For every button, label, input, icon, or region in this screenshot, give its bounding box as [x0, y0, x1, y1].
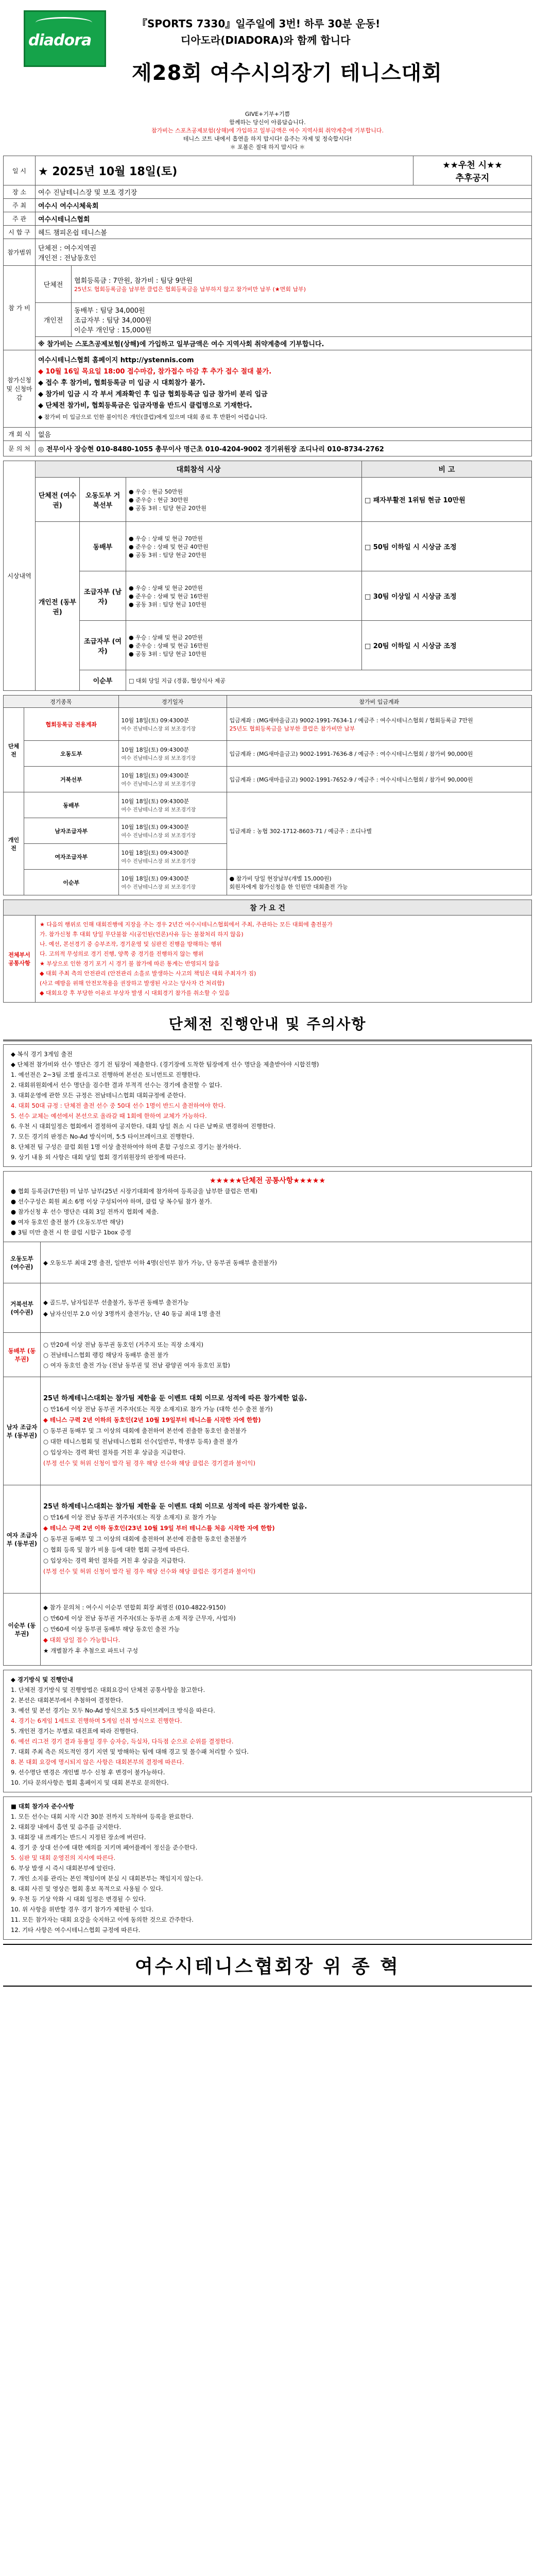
requirement-line: ◆ 대회 주최 측의 안전관리 (안전관리 소흘로 발생하는 사고의 책임은 대회 주최자가 짐)	[40, 970, 256, 977]
date-label: 일 시	[4, 156, 36, 185]
header	[3, 0, 532, 108]
general-line: 2. 본선은 대회본부에서 추첨하여 결정한다.	[11, 1697, 124, 1704]
venue-value: 여수 진남테니스장 및 보조 경기장	[36, 185, 532, 199]
general-line: 9. 선수명단 변경은 개인별 부수 신청 후 변경이 불가능하다.	[11, 1769, 165, 1776]
venue-label: 장 소	[4, 185, 36, 199]
awards-header-cat: 대회참석 시상	[36, 461, 362, 478]
conduct-line: 8. 대회 사진 및 영상은 협회 홍보 목적으로 사용될 수 있다.	[11, 1885, 163, 1892]
conduct-line: 10. 위 사항을 위반할 경우 경기 참가가 제한될 수 있다.	[11, 1906, 154, 1913]
awards-prizes	[126, 522, 362, 571]
general-line: 10. 기타 문의사항은 협회 홈페이지 및 대회 본부로 문의한다.	[11, 1779, 169, 1786]
conduct-line: 2. 대회장 내에서 흡연 및 음주를 금지한다.	[11, 1823, 122, 1831]
procedure-line: 6. 우천 시 대회일정은 협회에서 결정하여 공지한다. 대회 당일 취소 시 다른 날짜로 변경하여 진행한다.	[11, 1123, 275, 1130]
division-line: ◆ 대회 당일 접수 가능합니다.	[43, 1636, 120, 1643]
schedule-date-cell	[118, 708, 227, 741]
tagline-2: 디아도라(DIADORA)와 함께 합니다	[181, 34, 351, 46]
division-label: 오동도부 (여수권)	[4, 1242, 41, 1283]
division-lines	[41, 1377, 532, 1485]
schedule-account2: 회원자에게 참가신청을 한 인원만 대회출전 가능	[229, 883, 348, 890]
awards-team-prizes	[126, 478, 362, 522]
general-line: 3. 예선 및 본선 경기는 모두 No-Ad 방식으로 5:5 타이브레이크 방식을 따른다.	[11, 1707, 215, 1714]
diadora-logo	[24, 10, 106, 75]
general-line: 4. 경기는 6게임 1세트로 진행하며 5게임 선취 방식으로 진행한다.	[11, 1717, 182, 1724]
host-label: 주 최	[4, 199, 36, 212]
fee-label: 참 가 비	[4, 266, 36, 350]
common-rules	[4, 1172, 532, 1242]
eligibility-label: 참가범위	[4, 239, 36, 266]
common-rule: ● 선수구성은 회원 최소 6명 이상 구성되어야 하며, 클럽 당 복수팀 참가 불가.	[11, 1198, 212, 1205]
division-label: 이순부 (동부권)	[4, 1594, 41, 1666]
schedule-date: 10월 18일(토) 09:4300분	[121, 798, 189, 805]
schedule-div: 이순부	[24, 870, 119, 895]
prize-line: ● 우승 : 현금 50만원	[129, 488, 183, 495]
prize-line: ● 공동 3위 : 팀당 현금 20만원	[129, 551, 206, 558]
general-line: 1. 단체전 경기방식 및 진행방법은 대회요강이 단체전 공통사항을 참고한다.	[11, 1686, 205, 1693]
tagline-1: 『SPORTS 7330』일주일에 3번! 하루 30분 운동!	[137, 18, 381, 30]
date-value: ★ 2025년 10월 18일(토)	[36, 156, 413, 185]
division-line: ★ 개별참가 후 추첨으로 파트너 구성	[43, 1647, 139, 1654]
requirement-line: ★ 다음의 행위로 인해 대회진행에 지장을 주는 경우 2년간 여수시테니스협회에서 주최, 주관하는 모든 대회에 출전불가	[40, 921, 333, 928]
fee-indiv-line: 동배부 : 팀당 34,000원	[74, 307, 145, 315]
rain-cell	[413, 156, 532, 185]
opening-value: 없음	[36, 428, 532, 441]
schedule-div: 거북선부	[24, 767, 119, 792]
info-table	[3, 156, 532, 456]
conduct-box	[3, 1797, 532, 1940]
requirements-lines	[36, 916, 532, 1003]
division-line: (부정 선수 및 허위 신청이 발각 될 경우 해당 선수와 해당 클럽은 경기결과 불이익)	[43, 1460, 255, 1467]
division-line: ○ 동부권 동배부 및 그 이상의 대회에 출전하여 본선에 진출한 동호인 출전불가	[43, 1427, 247, 1434]
schedule-date: 10월 18일(토) 09:4300분	[121, 875, 189, 882]
schedule-account: ● 참가비 당일 현장납부(개별 15,000원)	[229, 875, 332, 882]
division-label: 남자 조급자부 (동부권)	[4, 1377, 41, 1485]
division-line: ○ 입상자는 경력 확인 절차를 거친 후 상금을 지급한다.	[43, 1449, 186, 1456]
schedule-date: 10월 18일(토) 09:4300분	[121, 717, 189, 724]
division-line: ○ 전남테니스협회 랭킹 해당자 동배부 출전 불가	[43, 1351, 169, 1359]
prize-line: ● 준우승 : 상패 및 현금 16만원	[129, 642, 209, 649]
apply-line: ◆ 참가비 미 입금으로 인한 불이익은 개인(클럽)에게 있으며 대회 종료 후 반환이 어렵습니다.	[38, 413, 268, 420]
intro-line: 테니스 코트 내에서 흡연을 하지 맙시다! 음주는 자제 및 정숙합시다!	[183, 135, 352, 142]
prize-line: ● 준우승 : 상패 및 현금 16만원	[129, 592, 209, 600]
conduct-line: 12. 기타 사항은 여수시테니스협회 규정에 따른다.	[11, 1926, 141, 1934]
rain-sub: 추후공지	[455, 173, 490, 183]
schedule-div: 협회등록금 전용계좌	[24, 708, 119, 741]
apply-line: ◆ 10월 16일 목요일 18:00 접수마감, 참가접수 마감 후 추가 접수 절대 불가.	[38, 367, 272, 376]
schedule-date-cell	[118, 741, 227, 767]
fee-indiv-line: 이순부 개인당 : 15,000원	[74, 327, 152, 334]
requirement-line: (사고 예방을 위해 안전모착용을 권장하고 발생된 사고는 당사자 간 처리함)	[40, 980, 225, 987]
fee-team-note: 25년도 협회등록금을 납부한 클럽은 협회등록금을 납부하지 않고 참가비만 납부 (★면회 납부)	[74, 286, 306, 293]
eligibility-line: 단체전 : 여수지역권	[38, 244, 97, 252]
intro-text	[3, 110, 532, 151]
common-rule: ● 협회 등록금(7만원) 미 납부 납부(25년 시장기대회에 참가하여 등록금을 납부한 클럽은 면제)	[11, 1188, 257, 1195]
contact-value: ◎ 전무이사 장승현 010-8480-1055 총무이사 명근초 010-4204-9002 경기위원장 조디나리 010-8734-2762	[36, 441, 532, 456]
division-line: ◆ 테니스 구력 2년 이하의 동호인(2년 10월 19일부터 테니스를 시작한 자에 한함)	[43, 1416, 261, 1423]
schedule-date: 10월 18일(토) 09:4300분	[121, 824, 189, 831]
footer-org: 여수시테니스협회장 위 종 혁	[3, 1944, 532, 1987]
conduct-line: 3. 대회장 내 쓰레기는 반드시 지정된 장소에 버린다.	[11, 1834, 146, 1841]
division-label: 여자 조급자부 (동부권)	[4, 1485, 41, 1594]
schedule-table	[3, 695, 532, 895]
requirements-table	[3, 900, 532, 1003]
conduct-line: 6. 부상 발생 시 즉시 대회본부에 알린다.	[11, 1865, 116, 1872]
apply-line: ◆ 접수 후 참가비, 협회등록금 미 입금 시 대회참가 불가.	[38, 379, 205, 387]
sponsor-value: 헤드 챔피온쉽 테니스볼	[36, 226, 532, 239]
schedule-header: 경기종목	[4, 696, 119, 708]
opening-label: 개 회 식	[4, 428, 36, 441]
division-label: 거북선부 (여수권)	[4, 1283, 41, 1333]
apply-site: 여수시테니스협회 홈페이지 http://ystennis.com	[38, 356, 194, 364]
apply-line: ◆ 단체전 참가비, 협회등록금은 입금자명을 반드시 클럽명으로 기재한다.	[38, 401, 252, 410]
conduct-line: 4. 경기 중 상대 선수에 대한 예의를 지키며 페어플레이 정신을 준수한다.	[11, 1844, 198, 1851]
awards-indiv-label: 개인전 (동부권)	[36, 522, 80, 691]
fee-indiv-label: 개인전	[36, 303, 72, 337]
division-line: ◆ 오동도부 최대 2명 출전, 일반부 이하 4명(신인부 참가 가능, 단 동부권 동배부 출전불가)	[41, 1242, 532, 1283]
schedule-date-cell	[118, 844, 227, 870]
procedure-title: 단체전 진행안내 및 주의사항	[3, 1007, 532, 1041]
division-line: ○ 협회 등록 및 참가 비용 등에 대한 협회 규정에 따른다.	[43, 1546, 189, 1553]
procedure-line: 1. 예선전은 2~3팀 조별 풀리그로 진행하며 본선은 토너먼트로 진행한다.	[11, 1071, 201, 1078]
awards-div: 조급자부 (여자)	[80, 621, 126, 670]
general-line: 6. 예선 리그전 경기 결과 동률일 경우 승자승, 득실차, 다득점 순으로 순위를 결정한다.	[11, 1738, 234, 1745]
awards-team-note: □ 패자부활전 1위팀 현금 10만원	[362, 478, 532, 522]
division-line: ○ 여자 동호인 출전 가능 (전남 동부권 및 전남 광양권 여자 동호인 포함)	[43, 1361, 230, 1369]
division-lines	[41, 1283, 532, 1333]
schedule-account: 입금계좌 : (MG새마을금고) 9002-1991-7652-9 / 예금주 : 여수시테니스협회 / 참가비 90,000원	[227, 767, 531, 792]
conduct-line: 1. 모든 선수는 대회 시작 시간 30분 전까지 도착하여 등록을 완료한다.	[11, 1813, 194, 1820]
procedure-line: 4. 대회 50대 규정 : 단체전 출전 선수 중 50대 선수 1명이 반드시 출전하여야 한다.	[11, 1102, 226, 1109]
division-lines	[41, 1485, 532, 1594]
divisions-table	[3, 1171, 532, 1666]
prize-line: ● 우승 : 상패 및 현금 70만원	[129, 535, 203, 542]
schedule-sub: 여수 진남테니스장 외 보조경기장	[121, 833, 196, 839]
division-line: ◆ 골드부, 남자입문부 선출불가, 동부권 동배부 출전가능	[43, 1298, 189, 1306]
awards-note: □ 50팀 이하일 시 시상금 조정	[362, 522, 532, 571]
logo-mark	[24, 10, 106, 67]
rain-note: ★★우천 시★★	[442, 160, 503, 171]
awards-ee-div: 이순부	[80, 670, 126, 691]
schedule-sub: 여수 진남테니스장 외 보조경기장	[121, 726, 196, 732]
prize-line: ● 공동 3위 : 팀당 현금 10만원	[129, 601, 206, 608]
division-line: ○ 입상자는 경력 확인 절차를 거친 후 상금을 지급한다.	[43, 1557, 186, 1564]
division-line: ○ 만60세 이상 동부권 동배부 해당 동호인 출전 가능	[43, 1625, 180, 1633]
fee-team-label: 단체전	[36, 266, 72, 303]
conduct-title: ■ 대회 참가자 준수사항	[11, 1803, 74, 1810]
division-title: 25년 하계테니스대회는 참가팀 제한을 둔 이벤트 대회 이므로 성적에 따른 참가제한 없음.	[43, 1395, 307, 1402]
procedure-line: 2. 대회위원회에서 선수 명단을 검수한 결과 부적격 선수는 경기에 출전할 수 없다.	[11, 1081, 222, 1089]
fee-team-line: 협회등록금 : 7만원, 참가비 : 팀당 9만원	[74, 277, 193, 285]
apply-value	[36, 350, 532, 428]
eligibility-line: 개인전 : 전남동호인	[38, 254, 97, 262]
fee-indiv-value	[72, 303, 532, 337]
division-line: ○ 동부권 동배부 및 그 이상의 대회에 출전하여 본선에 진출한 동호인 출전불가	[43, 1535, 247, 1543]
schedule-header: 경기일자	[118, 696, 227, 708]
organizer-value: 여수시테니스협회	[36, 212, 532, 226]
division-line: ◆ 참가 문의처 : 여수시 이순부 연합회 회장 최영진 (010-4822-9150)	[43, 1604, 226, 1611]
awards-prizes	[126, 571, 362, 621]
intro-line: 함께하는 당신이 아름답습니다.	[229, 119, 306, 126]
schedule-sub: 여수 진남테니스장 외 보조경기장	[121, 859, 196, 865]
requirement-line: 다. 고의적 무성의로 경기 진행, 양쪽 중 경기를 진행하지 않는 행위	[40, 951, 204, 957]
schedule-indiv-label: 개인전	[4, 792, 24, 895]
schedule-team-label: 단체전	[4, 708, 24, 792]
schedule-account2: 25년도 협회등록금을 납부한 클럽은 참가비만 납부	[229, 725, 355, 732]
intro-line: ＊ 포볼은 절대 하지 맙시다 ＊	[230, 144, 305, 150]
awards-header-note: 비 고	[362, 461, 532, 478]
common-rule: ● 참가신청 후 선수 명단은 대회 3일 전까지 협회에 제출.	[11, 1208, 159, 1215]
schedule-div: 여자조급자부	[24, 844, 119, 870]
contact-label: 문 의 처	[4, 441, 36, 456]
page-title: 제28회 여수시의장기 테니스대회	[132, 61, 442, 85]
division-line: (부정 선수 및 허위 신청이 발각 될 경우 해당 선수와 해당 클럽은 경기결과 불이익)	[43, 1568, 255, 1575]
division-line: ○ 만16세 이상 전남 동부권 거주자(또는 직장 소재지)로 참가 가능 (대학 선수 출전 불가)	[43, 1405, 273, 1413]
procedure-line: ◆ 복식 경기 3게임 출전	[11, 1050, 73, 1058]
eligibility-value	[36, 239, 532, 266]
apply-line: ◆ 참가비 입금 시 각 부서 계좌확인 후 입금 협회등록금 입금 참가비 분리 입금	[38, 390, 268, 398]
division-title: 25년 하계테니스대회는 참가팀 제한을 둔 이벤트 대회 이므로 성적에 따른 참가제한 없음.	[43, 1503, 307, 1511]
awards-div: 동배부	[80, 522, 126, 571]
division-line: ◆ 남자신인부 2.0 이상 3명까지 출전가능, 단 40 동급 최대 1명 출전	[43, 1310, 221, 1317]
general-title: ◆ 경기방식 및 진행안내	[11, 1676, 73, 1683]
awards-ee-prize: □ 대회 당일 지급 (경품, 협상식사 제공	[126, 670, 532, 691]
requirement-line: ★ 부상으로 인한 경기 포기 시 경기 불 참가에 따른 통계는 반영되지 않음	[40, 960, 220, 967]
conduct-line: 5. 심판 및 대회 운영진의 지시에 따른다.	[11, 1854, 116, 1861]
prize-line: ● 공동 3위 : 팀당 현금 10만원	[129, 650, 206, 657]
procedure-line: 8. 단체전 팀 구성은 클럽 회원 1명 이상 출전하여야 하며 혼합 구성으로 경기는 불가하다.	[11, 1143, 241, 1150]
schedule-date: 10월 18일(토) 09:4300분	[121, 747, 189, 753]
procedure-line: ◆ 단체전 참가비와 선수 명단은 경기 전 팀장이 제출한다. (경기장에 도착한 팀장에게 선수 명단을 제출받아야 시합진행)	[11, 1061, 319, 1068]
requirement-line: 나. 예선, 본선경기 중 승부조작, 경기운영 및 심판진 진행을 방해하는 행위	[40, 941, 222, 947]
schedule-account: 입금계좌 : (MG새마을금고) 9002-1991-7634-1 / 예금주 : 여수시테니스협회 / 협회등록금 7만원	[229, 717, 473, 724]
schedule-date: 10월 18일(토) 09:4300분	[121, 772, 189, 779]
awards-table	[3, 461, 532, 691]
awards-div: 조급자부 (남자)	[80, 571, 126, 621]
procedure-line: 7. 모든 경기의 판정은 No-Ad 방식이며, 5:5 타이브레이크로 진행한다.	[11, 1133, 195, 1140]
division-line: ◆ 테니스 구력 2년 이하 동호인(23년 10월 19일 부터 테니스를 처음 시작한 자에 한함)	[43, 1524, 275, 1532]
schedule-account-cell	[227, 708, 531, 741]
division-line: ○ 만20세 이상 전남 동부권 동호인 (거주지 또는 직장 소재지)	[43, 1341, 203, 1348]
common-rule: ● 3팀 미만 출전 시 한 클럽 시합구 1box 증정	[11, 1229, 131, 1236]
schedule-div: 오동도부	[24, 741, 119, 767]
prize-line: ● 준우승 : 상패 및 현금 40만원	[129, 543, 209, 550]
awards-prizes	[126, 621, 362, 670]
logo-text: diadora	[28, 31, 92, 49]
schedule-date: 10월 18일(토) 09:4300분	[121, 850, 189, 856]
schedule-account: 입금계좌 : (MG새마을금고) 9002-1991-7636-8 / 예금주 : 여수시테니스협회 / 참가비 90,000원	[227, 741, 531, 767]
general-line: 5. 개인전 경기는 부별로 대진표에 따라 진행한다.	[11, 1727, 139, 1735]
sponsor-label: 시 합 구	[4, 226, 36, 239]
prize-line: ● 공동 3위 : 팀당 현금 20만원	[129, 504, 206, 512]
division-lines	[41, 1594, 532, 1666]
organizer-label: 주 관	[4, 212, 36, 226]
general-line: 8. 본 대회 요강에 명시되지 않은 사항은 대회본부의 결정에 따른다.	[11, 1758, 184, 1766]
awards-note: □ 30팀 이상일 시 시상금 조정	[362, 571, 532, 621]
procedure-line: 3. 대회운영에 관한 모든 규정은 전남테니스협회 대회규정에 준한다.	[11, 1092, 186, 1099]
apply-label: 참가신청 및 신청마감	[4, 350, 36, 428]
prize-line: ● 우승 : 상패 및 현금 20만원	[129, 584, 203, 591]
awards-label: 시상내역	[4, 461, 36, 691]
division-line: ○ 만60세 이상 전남 동부권 거주자(또는 동부권 소재 직장 근무자, 사업자)	[43, 1615, 236, 1622]
schedule-sub: 여수 진남테니스장 외 보조경기장	[121, 756, 196, 761]
fee-note: ※ 참가비는 스포츠공제보험(상해)에 가입하고 일부금액은 여수 지역사회 취약계층에 기부합니다.	[36, 337, 532, 350]
procedure-box	[3, 1044, 532, 1167]
fee-team-value	[72, 266, 532, 303]
intro-line: 참가비는 스포츠공제보험(상해)에 가입하고 일부금액은 여수 지역사회 취약계층에 기부합니다.	[151, 127, 384, 134]
schedule-div: 남자조급자부	[24, 818, 119, 844]
procedure-line: 9. 상기 내용 외 사항은 대회 당일 협회 경기위원장의 판정에 따른다.	[11, 1154, 186, 1161]
procedure-line: 5. 선수 교체는 예선에서 본선으로 올라갈 때 1회에 한하여 교체가 가능하다.	[11, 1112, 207, 1120]
conduct-line: 9. 우천 등 기상 악화 시 대회 일정은 변경될 수 있다.	[11, 1895, 146, 1903]
division-line: ○ 만16세 이상 전남 동부권 거주자(또는 직장 소재지) 로 참가 가능	[43, 1514, 217, 1521]
schedule-sub: 여수 진남테니스장 외 보조경기장	[121, 807, 196, 813]
general-line: 7. 대회 주최 측은 의도적인 경기 지연 및 방해하는 팀에 대해 경고 및 몰수패 처리할 수 있다.	[11, 1748, 249, 1755]
host-value: 여수시 여수시체육회	[36, 199, 532, 212]
schedule-sub: 여수 진남테니스장 외 보조경기장	[121, 782, 196, 787]
schedule-header: 참가비 입금계좌	[227, 696, 531, 708]
requirement-line: ◆ 대회요강 후 부당한 이유로 부상자 발생 시 대회경기 참가를 취소할 수 있음	[40, 990, 230, 996]
requirements-title: 참 가 요 건	[4, 900, 532, 916]
schedule-date-cell	[118, 767, 227, 792]
awards-team-div: 오동도부 거북선부	[80, 478, 126, 522]
schedule-account-cell	[227, 870, 531, 895]
conduct-line: 11. 모든 참가자는 대회 요강을 숙지하고 이에 동의한 것으로 간주한다.	[11, 1916, 194, 1923]
schedule-account: 입금계좌 : 농협 302-1712-8603-71 / 예금주 : 조디나별	[227, 792, 531, 870]
division-lines	[41, 1333, 532, 1377]
fee-indiv-line: 조급자부 : 팀당 34,000원	[74, 317, 152, 325]
awards-note: □ 20팀 이하일 시 시상금 조정	[362, 621, 532, 670]
schedule-date-cell	[118, 818, 227, 844]
requirements-label: 전체부서 공통사항	[4, 916, 36, 1003]
prize-line: ● 우승 : 상패 및 현금 20만원	[129, 634, 203, 641]
division-label: 동배부 (동부권)	[4, 1333, 41, 1377]
logo-arc	[36, 17, 92, 28]
division-line: ○ 대한 테니스협회 및 전남테니스협회 선수(일반부, 학생부 등록) 출전 불가	[43, 1438, 238, 1445]
prize-line: ● 준우승 : 현금 30만원	[129, 496, 188, 503]
common-rule: ● 여자 동호인 출전 불가 (오동도부만 해당)	[11, 1218, 124, 1226]
schedule-sub: 여수 진남테니스장 외 보조경기장	[121, 885, 196, 890]
common-rules-title: ★★★★★단체전 공통사항★★★★★	[209, 1177, 326, 1185]
conduct-line: 7. 개인 소지품 관리는 본인 책임이며 분실 시 대회본부는 책임지지 않는다.	[11, 1875, 203, 1882]
intro-line: GIVE+기부+기쁨	[245, 111, 290, 117]
general-box	[3, 1670, 532, 1792]
schedule-div: 동배부	[24, 792, 119, 818]
requirement-line: 가. 참가신청 후 대회 당일 무단불참 시(공인된(언론)사유 등는 불참처리 하지 않음)	[40, 931, 244, 938]
awards-team-label: 단체전 (여수권)	[36, 478, 80, 522]
schedule-date-cell	[118, 792, 227, 818]
schedule-date-cell	[118, 870, 227, 895]
